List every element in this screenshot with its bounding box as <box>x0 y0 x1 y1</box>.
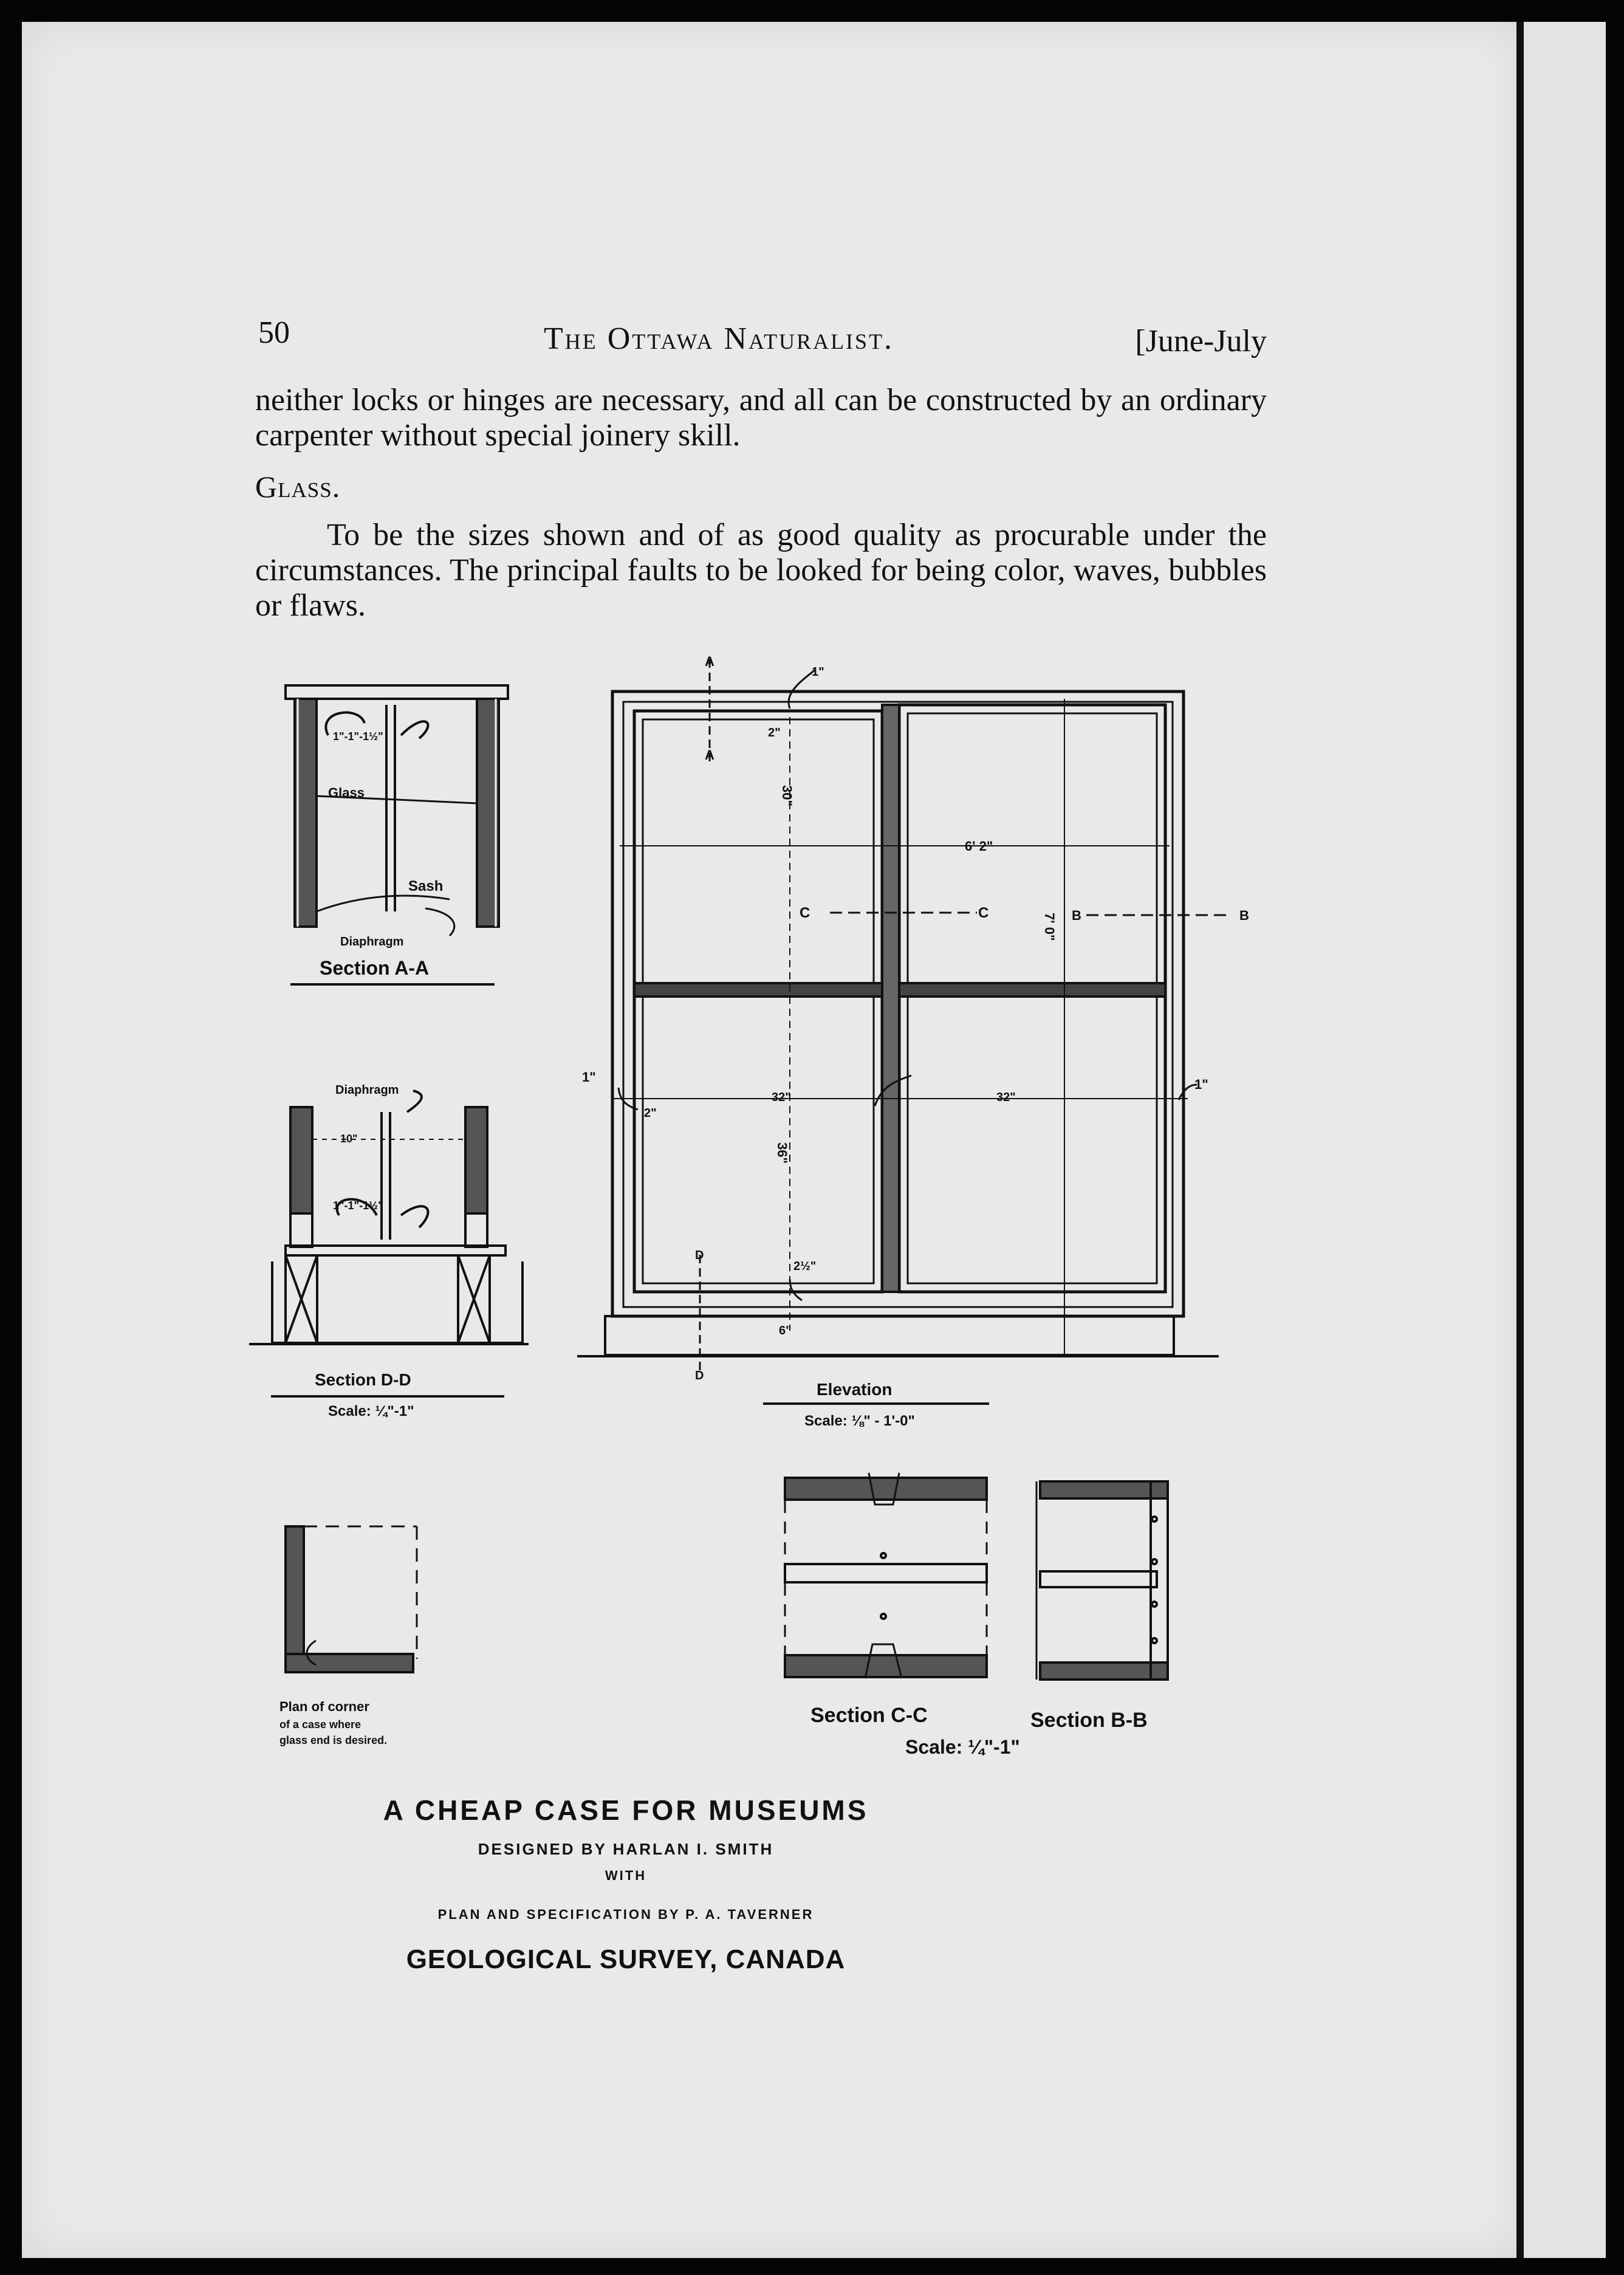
section-aa-title: Section A-A <box>320 957 430 979</box>
dd-label-diaphragm: Diaphragm <box>335 1083 399 1097</box>
section-heading-glass: Glass. <box>255 470 341 504</box>
elev-label-upper-pane: 30" <box>779 785 795 806</box>
plan-corner-line-3: glass end is desired. <box>279 1734 388 1746</box>
elev-label-edge-right: 1" <box>1194 1077 1208 1092</box>
aa-label-sash: Sash <box>408 878 444 894</box>
elev-label-b-right: B <box>1239 908 1249 923</box>
elev-label-b-left: B <box>1072 908 1081 923</box>
page-number: 50 <box>258 315 290 350</box>
section-bb-drawing <box>1030 1481 1168 1732</box>
elev-label-top-edge: 1" <box>812 665 824 679</box>
caption-designed-by: DESIGNED BY HARLAN I. SMITH <box>478 1840 774 1858</box>
section-aa-drawing <box>286 685 508 984</box>
elev-label-base-rail: 2½" <box>793 1260 817 1273</box>
elev-label-base: 6" <box>779 1324 792 1337</box>
plan-corner-drawing <box>279 1526 417 1746</box>
paragraph-2: To be the sizes shown and of as good quality as procurable under the circumstances. The principal faults to be looked for being color, waves, bubbles or flaws. <box>255 518 1267 623</box>
caption-institution: GEOLOGICAL SURVEY, CANADA <box>406 1944 846 1974</box>
elev-label-c-left: C <box>800 905 810 921</box>
elev-label-a-top: A <box>705 654 714 669</box>
elev-label-pane-left: 32" <box>772 1091 791 1104</box>
section-dd-scale: Scale: ¼"-1" <box>328 1403 414 1419</box>
caption-plan-by: PLAN AND SPECIFICATION BY P. A. TAVERNER <box>437 1907 814 1922</box>
plan-corner-line-1: Plan of corner <box>279 1699 369 1714</box>
caption-title: A CHEAP CASE FOR MUSEUMS <box>383 1794 869 1826</box>
elev-label-pane-right: 32" <box>996 1091 1016 1104</box>
elev-label-lower-pane: 36" <box>775 1142 790 1164</box>
elev-label-top-rail: 2" <box>768 726 781 739</box>
elevation-scale: Scale: ⅛" - 1'-0" <box>804 1413 915 1429</box>
section-dd-title: Section D-D <box>315 1370 411 1389</box>
issue-date: [June-July <box>1135 324 1267 359</box>
caption-with: WITH <box>605 1868 647 1883</box>
section-dd-drawing <box>249 1083 529 1419</box>
sections-scale: Scale: ¼"-1" <box>905 1736 1020 1758</box>
dd-label-width: 10" <box>340 1133 358 1145</box>
section-bb-title: Section B-B <box>1030 1709 1148 1732</box>
journal-title: The Ottawa Naturalist. <box>544 321 894 356</box>
elev-label-d-bottom: D <box>695 1369 704 1382</box>
paragraph-1: neither locks or hinges are necessary, and all can be constructed by an ordinary carpenter without special joinery skill. <box>255 383 1267 453</box>
plan-corner-line-2: of a case where <box>279 1718 361 1731</box>
elev-label-c-right: C <box>978 905 989 921</box>
section-cc-drawing <box>785 1473 987 1727</box>
elev-label-width: 6' 2" <box>965 839 993 854</box>
elev-label-d-top: D <box>695 1249 704 1262</box>
dd-label-spacing: 1"-1"-1½" <box>333 1199 383 1212</box>
elev-label-a-bottom: A <box>705 747 714 763</box>
aa-label-diaphragm: Diaphragm <box>340 935 404 949</box>
elevation-drawing <box>577 654 1249 1429</box>
elevation-title: Elevation <box>817 1380 893 1399</box>
elev-label-stile: 2" <box>644 1107 657 1120</box>
aa-label-glass: Glass <box>328 785 365 800</box>
elev-label-height: 7' 0" <box>1042 913 1057 941</box>
aa-label-spacing: 1"-1"-1½" <box>333 730 383 743</box>
section-cc-title: Section C-C <box>810 1704 928 1727</box>
elev-label-edge-left: 1" <box>582 1069 596 1085</box>
